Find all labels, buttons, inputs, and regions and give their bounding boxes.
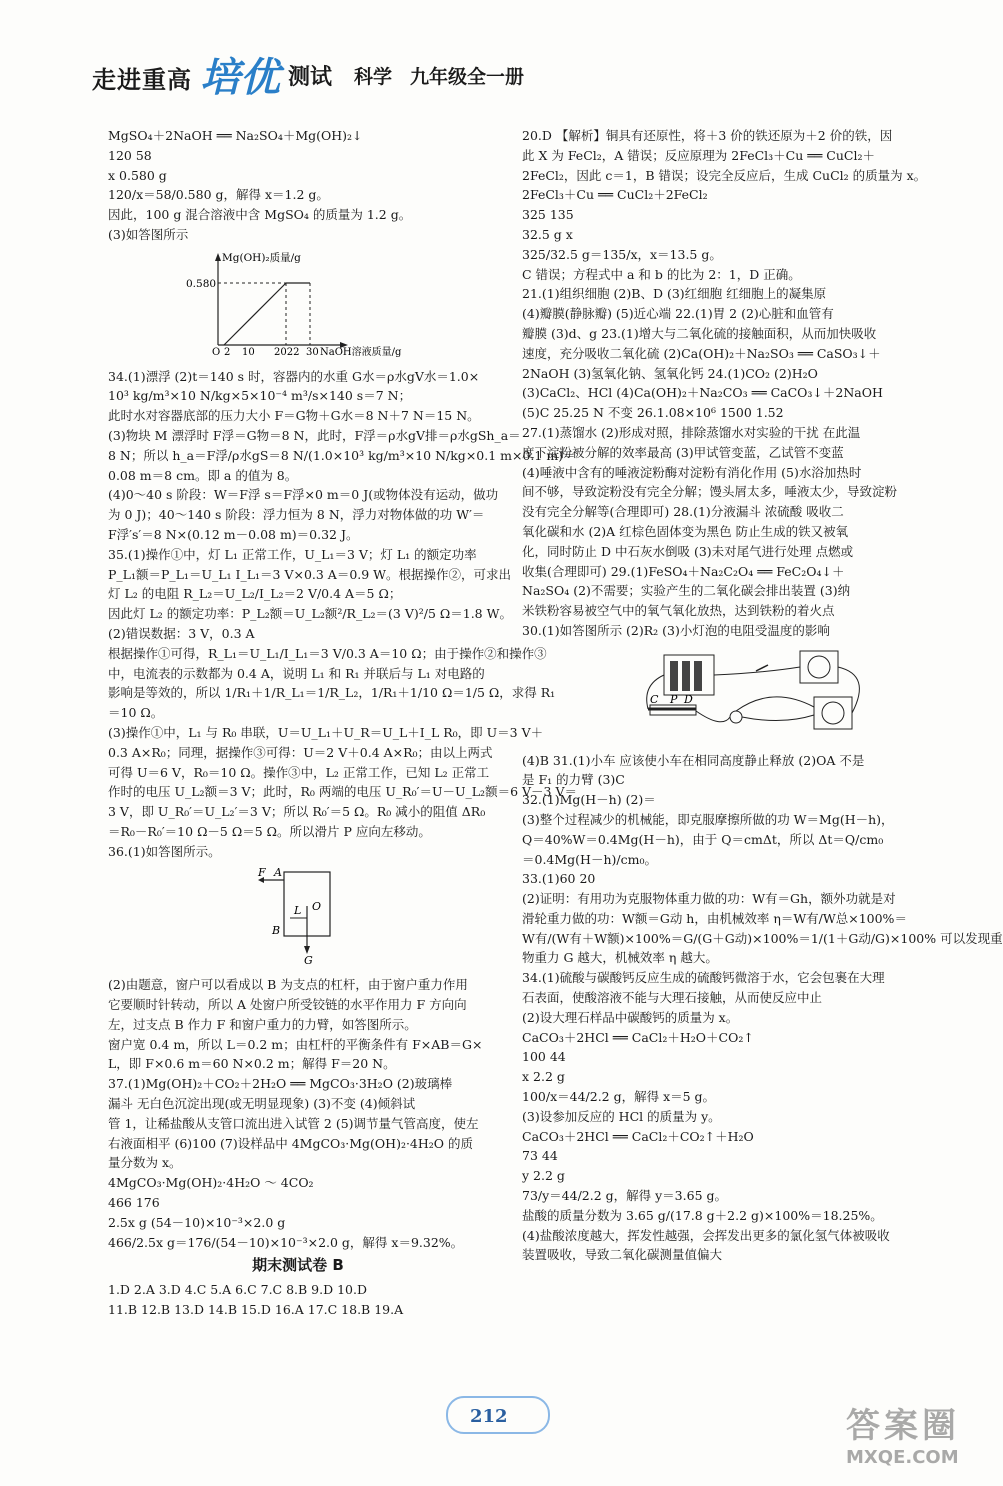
text-line: 466 176 <box>108 1195 160 1211</box>
circuit-label: C <box>650 692 659 706</box>
text-line: 管 1，让稀盐酸从支管口流出进入试管 2 (5)调节量气管高度，使左 <box>108 1115 479 1131</box>
text-line: 8 N；所以 h_a＝F浮/ρ水gS＝8 N/(1.0×10³ kg/m³×10 N/kg×0.1 m×0.1 m)＝ <box>108 447 576 463</box>
text-line: 因此灯 L₂ 的额定功率：P_L₂额＝U_L₂额²/R_L₂＝(3 V)²/5 Ω＝1.8 W。 <box>108 606 512 622</box>
text-line: (3)整个过程减少的机械能，即克服摩擦所做的功 W＝Mg(H－h)， <box>522 811 894 827</box>
text-line: 3 V，即 U_R₀′＝U_L₂′＝3 V；所以 R₀′＝5 Ω。R₀ 减小的阻值 ΔR₀ <box>108 804 486 820</box>
text-line: F浮′s′＝8 N×(0.12 m－0.08 m)＝0.32 J。 <box>108 526 359 542</box>
text-line: 120/x＝58/0.580 g，解得 x＝1.2 g。 <box>108 187 329 203</box>
header-title-highlight: 培优 <box>200 55 280 101</box>
text-line: 此 X 为 FeCl₂，A 错误；反应原理为 2FeCl₃＋Cu ══ CuCl₂＋ <box>522 147 875 163</box>
lever-label: O <box>312 899 322 913</box>
text-line: 速度，充分吸收二氧化硫 (2)Ca(OH)₂＋Na₂SO₃ ══ CaSO₃↓＋ <box>522 345 881 361</box>
text-line: 窗户宽 0.4 m，所以 L＝0.2 m；由杠杆的平衡条件有 F×AB＝G× <box>108 1036 483 1052</box>
text-line: (5)C 25.25 N 不变 26.1.08×10⁶ 1500 1.52 <box>522 405 784 421</box>
text-line: 0.08 m＝8 cm。即 a 的值为 8。 <box>108 467 298 483</box>
text-line: (3)如答图所示 <box>108 226 189 242</box>
text-line: 34.(1)漂浮 (2)t＝140 s 时，容器内的水重 G水＝ρ水gV水＝1.0× <box>108 368 480 384</box>
text-line: 氧化碳和水 (2)A 红棕色固体变为黑色 防止生成的铁又被氧 <box>522 523 849 539</box>
text-line: 滑轮重力做的功：W额＝G动 h，由机械效率 η＝W有/W总×100%＝ <box>522 910 907 926</box>
text-line: 4MgCO₃·Mg(OH)₂·4H₂O ～ 4CO₂ <box>108 1175 314 1191</box>
text-line: 可得 U＝6 V，R₀＝10 Ω。操作③中，L₂ 正常工作，已知 L₂ 正常工 <box>108 764 490 780</box>
lever-diagram <box>108 866 488 972</box>
text-line: (3)CaCl₂、HCl (4)Ca(OH)₂＋Na₂CO₃ ══ CaCO₃↓＋2NaOH <box>522 385 883 401</box>
watermark-cn: 答案圈 <box>846 1406 960 1446</box>
graph-ytick: 0.580 <box>186 277 217 290</box>
text-line: 34.(1)硫酸与碳酸钙反应生成的硫酸钙微溶于水，它会包裹在大理 <box>522 970 885 986</box>
watermark <box>846 1398 960 1468</box>
text-line: 36.(1)如答图所示。 <box>108 843 221 859</box>
text-line: C 错误；方程式中 a 和 b 的比为 2：1，D 正确。 <box>522 266 801 282</box>
text-line: 化，同时防止 D 中石灰水倒吸 (3)未对尾气进行处理 点燃或 <box>522 543 854 559</box>
header-title-1: 走进重高 <box>92 66 192 94</box>
text-line: P_L₁额＝P_L₁＝U_L₁ I_L₁＝3 V×0.3 A＝0.9 W。根据操作②，可求出 <box>108 566 512 582</box>
header-subject: 科学 <box>354 66 393 88</box>
text-line: 影响是等效的，所以 1/R₁＋1/R_L₁＝1/R_L₂，1/R₁＋1/10 Ω＝1/5 Ω，求得 R₁ <box>108 685 556 701</box>
text-line: ＝10 Ω。 <box>108 705 164 721</box>
graph-xtick: 10 <box>242 346 255 358</box>
text-line: 没有完全分解等(合理即可) 28.(1)分液漏斗 浓硫酸 吸收二 <box>522 504 844 520</box>
circuit-label: D <box>684 692 693 706</box>
text-line: 为 0 J)；40～140 s 阶段：浮力恒为 8 N，浮力对物体做的功 W′＝ <box>108 507 485 523</box>
text-line: 作时的电压 U_L₂额＝3 V；此时，R₀ 两端的电压 U_R₀′＝U－U_L₂额＝6 V－3 V＝ <box>108 784 577 800</box>
graph-xtick: 2 <box>224 346 231 358</box>
text-line: (2)证明：有用功为克服物体重力做的功：W有＝Gh，额外功就是对 <box>522 891 896 907</box>
circuit-svg <box>522 645 926 741</box>
text-line: 100/x＝44/2.2 g，解得 x＝5 g。 <box>522 1089 716 1105</box>
text-line: 装置吸收，导致二氧化碳测量值偏大 <box>522 1247 723 1263</box>
text-line: L，即 F×0.6 m＝60 N×0.2 m；解得 F＝20 N。 <box>108 1056 396 1072</box>
text-line: 466/2.5x g＝176/(54－10)×10⁻³×2.0 g，解得 x＝9.32%。 <box>108 1234 464 1250</box>
text-line: Na₂SO₄ (2)不需要；实验产生的二氧化碳会排出装置 (3)纳 <box>522 583 851 599</box>
graph-xtick: O <box>212 346 221 358</box>
text-line: 2.5x g (54－10)×10⁻³×2.0 g <box>108 1214 286 1230</box>
mg-oh2-graph <box>108 249 488 363</box>
text-line: 左，过支点 B 作力 F 和窗户重力的力臂，如答图所示。 <box>108 1016 417 1032</box>
text-line: 73/y＝44/2.2 g，解得 y＝3.65 g。 <box>522 1188 727 1204</box>
text-line: 间不够，导致淀粉没有完全分解；馒头屑太多，唾液太少，导致淀粉 <box>522 484 898 500</box>
text-line: 量分数为 x。 <box>108 1155 182 1171</box>
lever-svg <box>108 866 408 966</box>
graph-ylabel: Mg(OH)₂质量/g <box>222 251 301 264</box>
text-line: 21.(1)组织细胞 (2)B、D (3)红细胞 红细胞上的凝集原 <box>522 286 827 302</box>
text-line: 2NaOH (3)氢氧化钠、氢氧化钙 24.(1)CO₂ (2)H₂O <box>522 365 818 381</box>
text-line: MgSO₄＋2NaOH ══ Na₂SO₄＋Mg(OH)₂↓ <box>108 128 363 143</box>
text-line: (4)瓣膜(静脉瓣) (5)近心端 22.(1)胃 2 (2)心脏和血管有 <box>522 306 834 322</box>
text-line: (2)由题意，窗户可以看成以 B 为支点的杠杆，由于窗户重力作用 <box>108 977 468 993</box>
graph-xtick: 30 <box>306 346 319 358</box>
text-line: ＝R₀－R₀′＝10 Ω－5 Ω＝5 Ω。所以滑片 P 应向左移动。 <box>108 823 431 839</box>
text-line: 根据操作①可得，R_L₁＝U_L₁/I_L₁＝3 V/0.3 A＝10 Ω；由于操作②和操作③ <box>108 645 547 661</box>
text-line: 盐酸的质量分数为 3.65 g/(17.8 g＋2.2 g)×100%＝18.25%。 <box>522 1207 883 1223</box>
text-line: 27.(1)蒸馏水 (2)形成对照，排除蒸馏水对实验的干扰 在此温 <box>522 424 861 440</box>
text-line: 0.3 A×R₀；同理，据操作③可得：U＝2 V＋0.4 A×R₀；由以上两式 <box>108 744 493 760</box>
text-line: x 0.580 g <box>108 167 167 183</box>
text-line: 325 135 <box>522 207 574 223</box>
lever-label: B <box>272 923 281 937</box>
lever-label: A <box>274 865 282 879</box>
text-line: 30.(1)如答图所示 (2)R₂ (3)小灯泡的电阻受温度的影响 <box>522 622 830 638</box>
answer-row: 11.B 12.B 13.D 14.B 15.D 16.A 17.C 18.B 19.A <box>108 1302 404 1318</box>
text-line: 2FeCl₂，因此 c＝1，B 错误；设完全反应后，生成 CuCl₂ 的质量为 x。 <box>522 167 927 183</box>
text-line: (3)设参加反应的 HCl 的质量为 y。 <box>522 1108 721 1124</box>
page-header <box>92 46 632 106</box>
text-line: 35.(1)操作①中，灯 L₁ 正常工作，U_L₁＝3 V；灯 L₁ 的额定功率 <box>108 546 477 562</box>
text-line: 32.(1)Mg(H－h) (2)＝ <box>522 792 656 808</box>
header-title-2: 测试 <box>288 65 333 90</box>
text-line: (2)错误数据：3 V，0.3 A <box>108 625 255 641</box>
answer-row: 1.D 2.A 3.D 4.C 5.A 6.C 7.C 8.B 9.D 10.D <box>108 1282 367 1298</box>
text-line: 2FeCl₃＋Cu ══ CuCl₂＋2FeCl₂ <box>522 187 708 203</box>
text-line: 100 44 <box>522 1049 566 1065</box>
text-line: 右液面相平 (6)100 (7)设样品中 4MgCO₃·Mg(OH)₂·4H₂O 的质 <box>108 1135 474 1151</box>
text-line: ＝0.4Mg(H－h)/cm₀。 <box>522 851 657 867</box>
text-line: (4)0～40 s 阶段：W＝F浮 s＝F浮×0 m＝0 J(或物体没有运动，做功 <box>108 487 499 503</box>
text-line: 因此，100 g 混合溶液中含 MgSO₄ 的质量为 1.2 g。 <box>108 207 412 223</box>
text-line: 73 44 <box>522 1148 558 1164</box>
text-line: 中，电流表的示数都为 0.4 A，说明 L₁ 和 R₁ 并联后与 L₁ 对电路的 <box>108 665 485 681</box>
text-line: 它要顺时针转动，所以 A 处窗户所受铰链的水平作用力 F 方向向 <box>108 997 467 1013</box>
text-line: 漏斗 无白色沉淀出现(或无明显现象) (3)不变 (4)倾斜试 <box>108 1096 416 1112</box>
lever-label: L <box>294 903 302 917</box>
section-title: 期末测试卷 B <box>252 1256 344 1275</box>
text-line: 瓣膜 (3)d、g 23.(1)增大与二氧化硫的接触面积，从而加快吸收 <box>522 325 877 341</box>
text-line: 10³ kg/m³×10 N/kg×5×10⁻⁴ m³/s×140 s＝7 N； <box>108 388 412 404</box>
text-line: Q＝40%W＝0.4Mg(H－h)，由于 Q＝cmΔt，所以 Δt＝Q/cm₀ <box>522 831 884 847</box>
text-line: 物重力 G 越大，机械效率 η 越大。 <box>522 950 718 966</box>
text-line: 325/32.5 g＝135/x，x＝13.5 g。 <box>522 246 722 262</box>
text-line: y 2.2 g <box>522 1168 565 1184</box>
watermark-en: MXQE.COM <box>846 1447 959 1468</box>
text-line: 37.(1)Mg(OH)₂＋CO₂＋2H₂O ══ MgCO₃·3H₂O (2)玻璃棒 <box>108 1076 453 1092</box>
text-line: 石表面，使酸溶液不能与大理石接触，从而使反应中止 <box>522 990 823 1006</box>
lever-label: G <box>304 953 313 967</box>
graph-svg <box>108 249 408 357</box>
text-line: x 2.2 g <box>522 1069 565 1085</box>
page-number: 212 <box>470 1406 508 1427</box>
text-line: (4)盐酸浓度越大，挥发性越强，会挥发出更多的氯化氢气体被吸收 <box>522 1227 890 1243</box>
graph-xlabel: NaOH溶液质量/g <box>320 346 402 358</box>
text-line: CaCO₃＋2HCl ══ CaCl₂＋CO₂↑＋H₂O <box>522 1128 754 1144</box>
text-line: 灯 L₂ 的电阻 R_L₂＝U_L₂/I_L₂＝2 V/0.4 A＝5 Ω； <box>108 586 402 602</box>
text-line: (2)设大理石样品中碳酸钙的质量为 x。 <box>522 1009 739 1025</box>
text-line: (3)物块 M 漂浮时 F浮＝G物＝8 N，此时，F浮＝ρ水gV排＝ρ水gSh_a＝ <box>108 427 521 443</box>
text-line: W有/(W有＋W额)×100%＝G/(G＋G动)×100%＝1/(1＋G动/G)×100% 可以发现重 <box>522 930 1003 946</box>
text-line: 收集(合理即可) 29.(1)FeSO₄＋Na₂C₂O₄ ══ FeC₂O₄↓＋ <box>522 563 845 579</box>
text-line: (3)操作①中，L₁ 与 R₀ 串联，U＝U_L₁＋U_R＝U_L＋I_L R₀，即 U＝3 V＋ <box>108 724 544 740</box>
graph-xtick: 2022 <box>274 346 300 358</box>
text-line: 此时水对容器底部的压力大小 F＝G物＋G水＝8 N＋7 N＝15 N。 <box>108 408 480 424</box>
text-line: 是 F₁ 的力臂 (3)C <box>522 772 625 788</box>
circuit-diagram <box>522 645 926 747</box>
text-line: 33.(1)60 20 <box>522 871 596 887</box>
lever-label: F <box>258 865 266 879</box>
text-line: 度下淀粉被分解的效率最高 (3)甲试管变蓝，乙试管不变蓝 <box>522 444 844 460</box>
text-line: (4)B 31.(1)小车 应该使小车在相同高度静止释放 (2)OA 不是 <box>522 752 865 768</box>
text-line: (4)唾液中含有的唾液淀粉酶对淀粉有消化作用 (5)水浴加热时 <box>522 464 862 480</box>
text-line: 米铁粉容易被空气中的氧气氧化放热，达到铁粉的着火点 <box>522 603 835 619</box>
text-line: 120 58 <box>108 147 152 163</box>
header-grade: 九年级全一册 <box>410 66 525 88</box>
text-line: 32.5 g x <box>522 226 573 242</box>
text-line: CaCO₃＋2HCl ══ CaCl₂＋H₂O＋CO₂↑ <box>522 1029 754 1045</box>
text-line: 20.D 【解析】铜具有还原性，将＋3 价的铁还原为＋2 价的铁，因 <box>522 128 893 143</box>
right-column <box>522 126 1003 1265</box>
circuit-label: P <box>670 692 678 706</box>
